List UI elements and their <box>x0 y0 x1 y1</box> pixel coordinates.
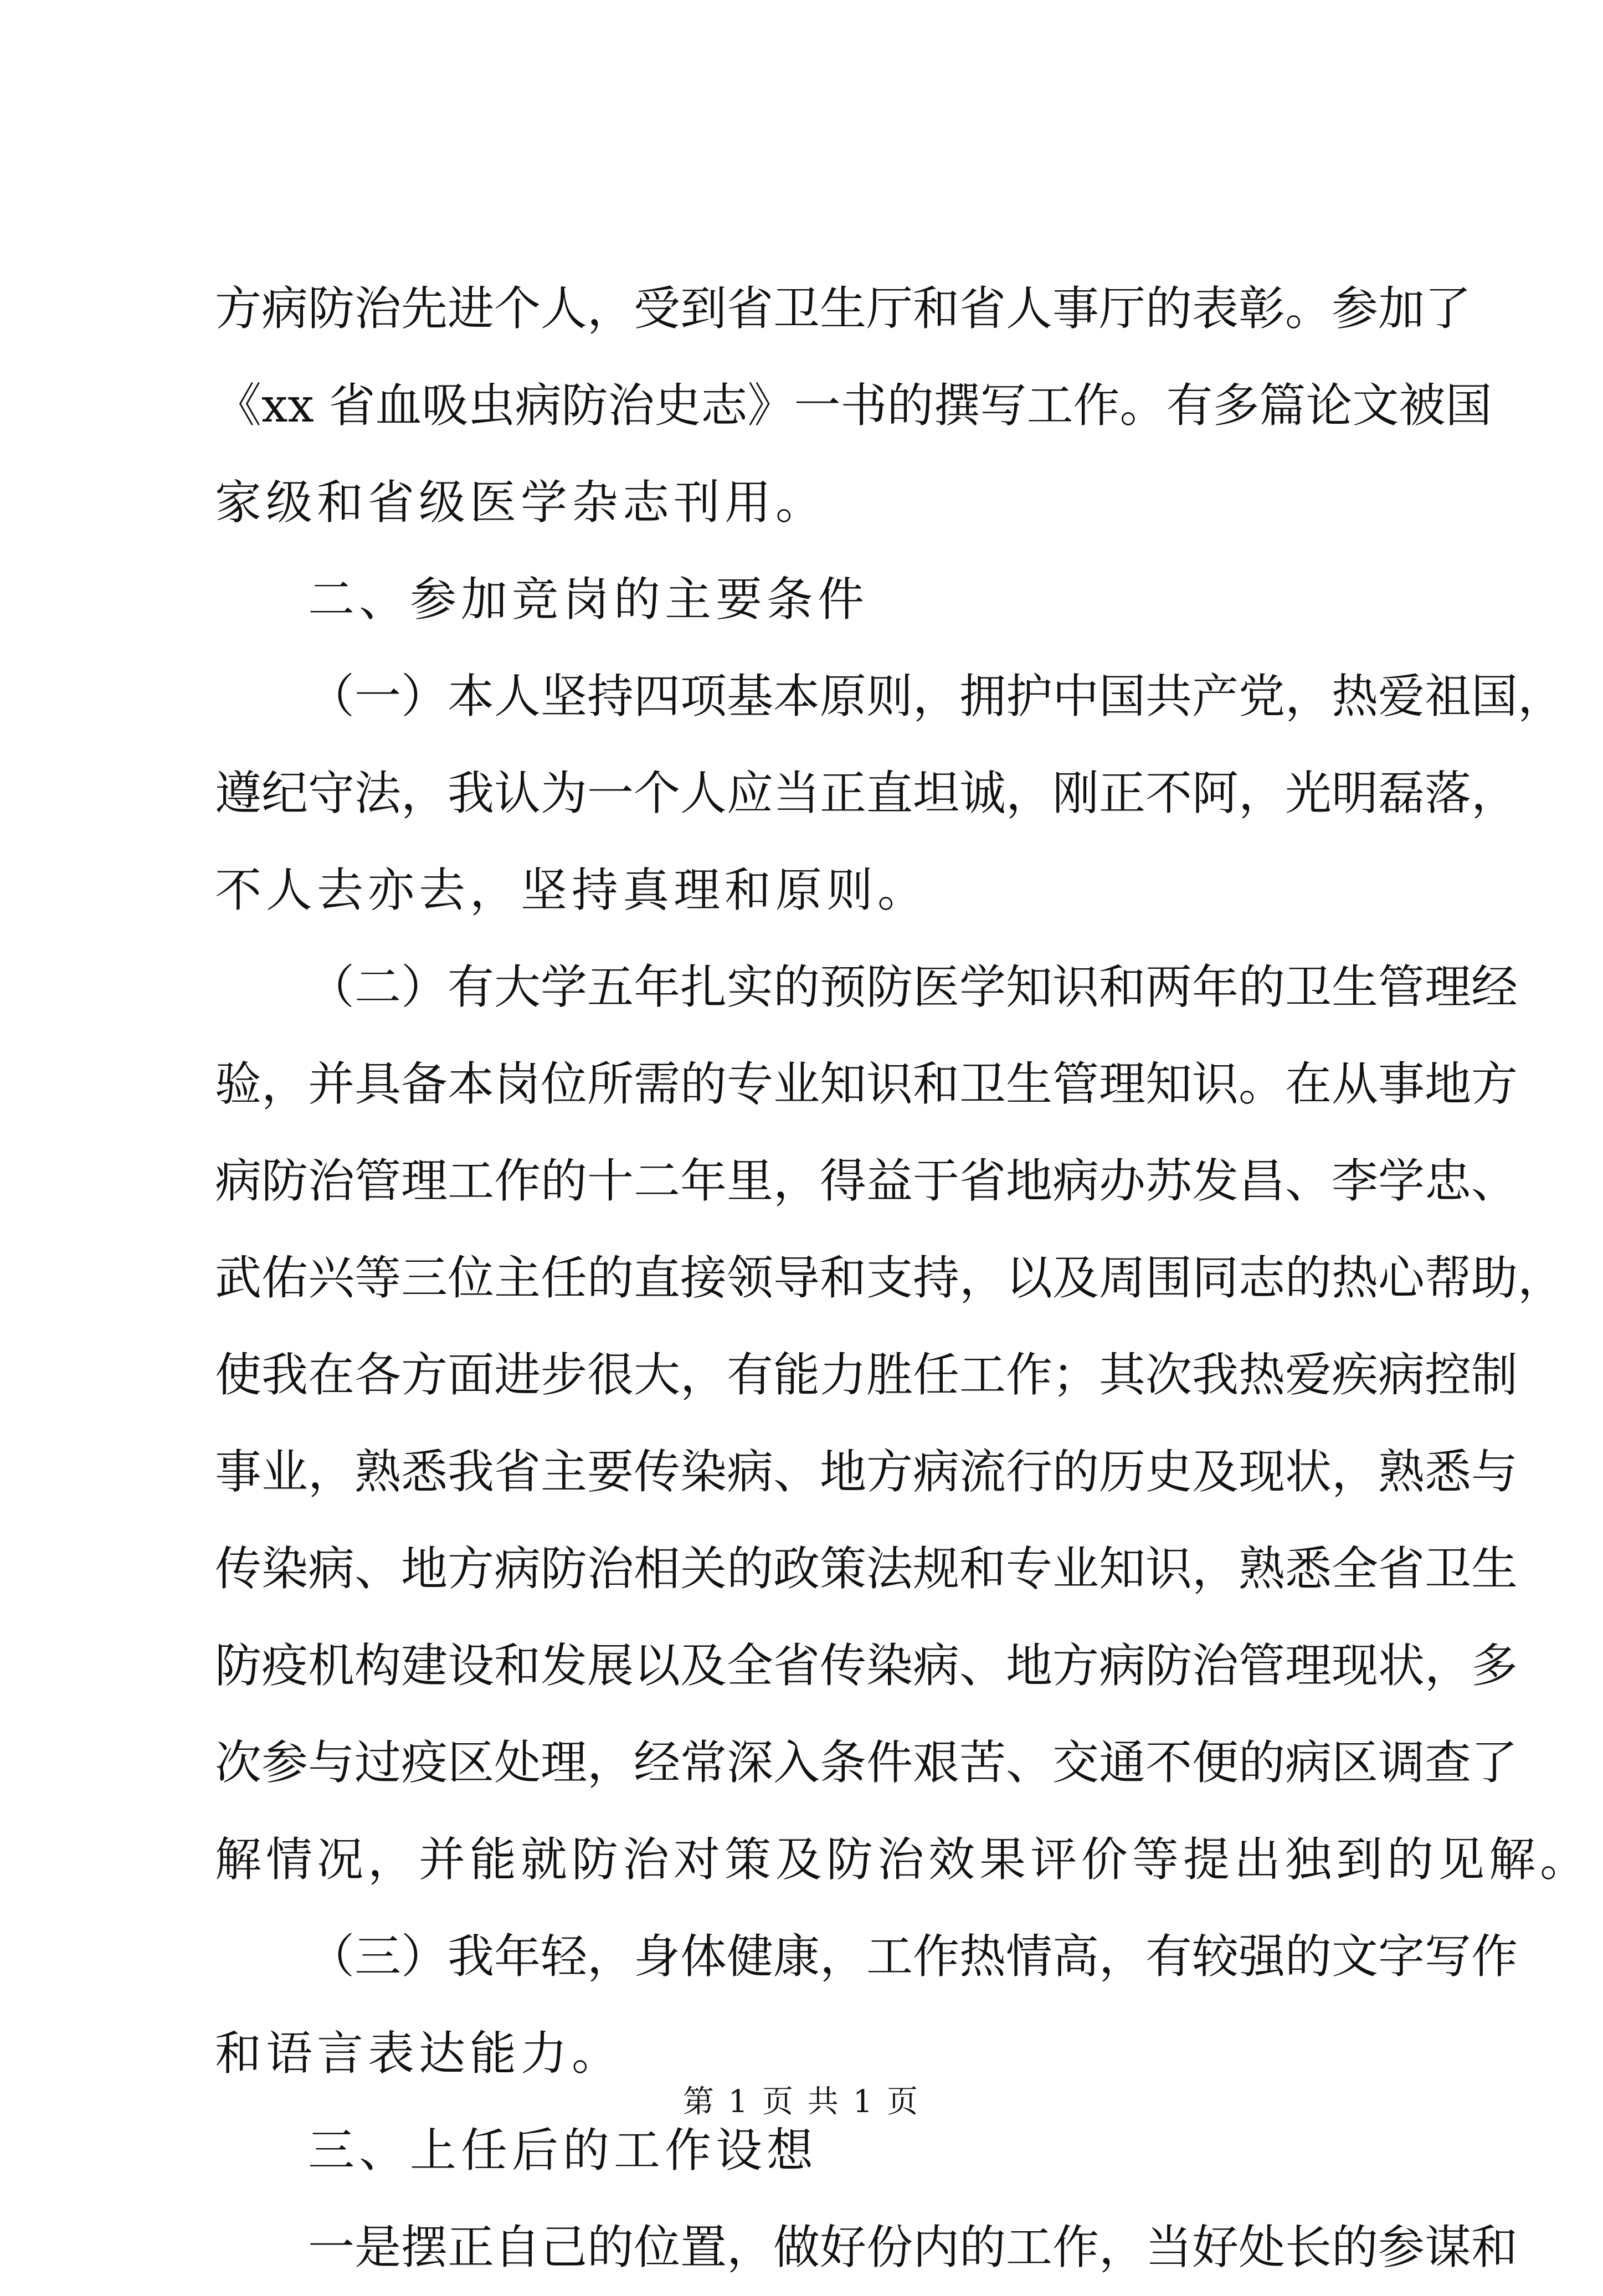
text-line: （二）有大学五年扎实的预防医学知识和两年的卫生管理经 <box>308 960 1518 1014</box>
text-line: 使我在各方面进步很大，有能力胜任工作；其次我热爱疾病控制 <box>215 1348 1518 1402</box>
text-line: （一）本人坚持四项基本原则，拥护中国共产党，热爱祖国， <box>308 669 1565 723</box>
text-line: 传染病、地方病防治相关的政策法规和专业知识，熟悉全省卫生 <box>215 1542 1518 1596</box>
text-line: 和语言表达能力。 <box>215 2026 623 2081</box>
text-line: 家级和省级医学杂志刊用。 <box>215 475 827 530</box>
text-line: 遵纪守法，我认为一个人应当正直坦诚，刚正不阿，光明磊落， <box>215 766 1518 820</box>
text-line: 防疫机构建设和发展以及全省传染病、地方病防治管理现状，多 <box>215 1638 1518 1693</box>
text-line: 次参与过疫区处理，经常深入条件艰苦、交通不便的病区调查了 <box>215 1735 1518 1790</box>
text-line: 《xx 省血吸虫病防治史志》一书的撰写工作。有多篇论文被国 <box>215 378 1492 433</box>
text-line: 不人去亦去，坚持真理和原则。 <box>215 863 929 917</box>
text-line: 解情况，并能就防治对策及防治效果评价等提出独到的见解。 <box>215 1832 1591 1887</box>
text-line: 武佑兴等三位主任的直接领导和支持，以及周围同志的热心帮助， <box>215 1251 1565 1305</box>
section-heading: 二、参加竞岗的主要条件 <box>308 572 869 626</box>
text-line: 验，并具备本岗位所需的专业知识和卫生管理知识。在从事地方 <box>215 1057 1518 1111</box>
text-line: 事业，熟悉我省主要传染病、地方病流行的历史及现状，熟悉与 <box>215 1445 1518 1499</box>
text-line: 病防治管理工作的十二年里，得益于省地病办苏发昌、李学忠、 <box>215 1154 1518 1208</box>
page-footer: 第 1 页 共 1 页 <box>682 2084 921 2120</box>
text-line: （三）我年轻，身体健康，工作热情高，有较强的文字写作 <box>308 1929 1518 1984</box>
text-line: 一是摆正自己的位置，做好份内的工作，当好处长的参谋和 <box>308 2220 1518 2274</box>
body-text <box>215 260 1591 2296</box>
section-heading: 三、上任后的工作设想 <box>308 2123 818 2177</box>
text-line: 方病防治先进个人，受到省卫生厅和省人事厅的表彰。参加了 <box>215 281 1472 336</box>
